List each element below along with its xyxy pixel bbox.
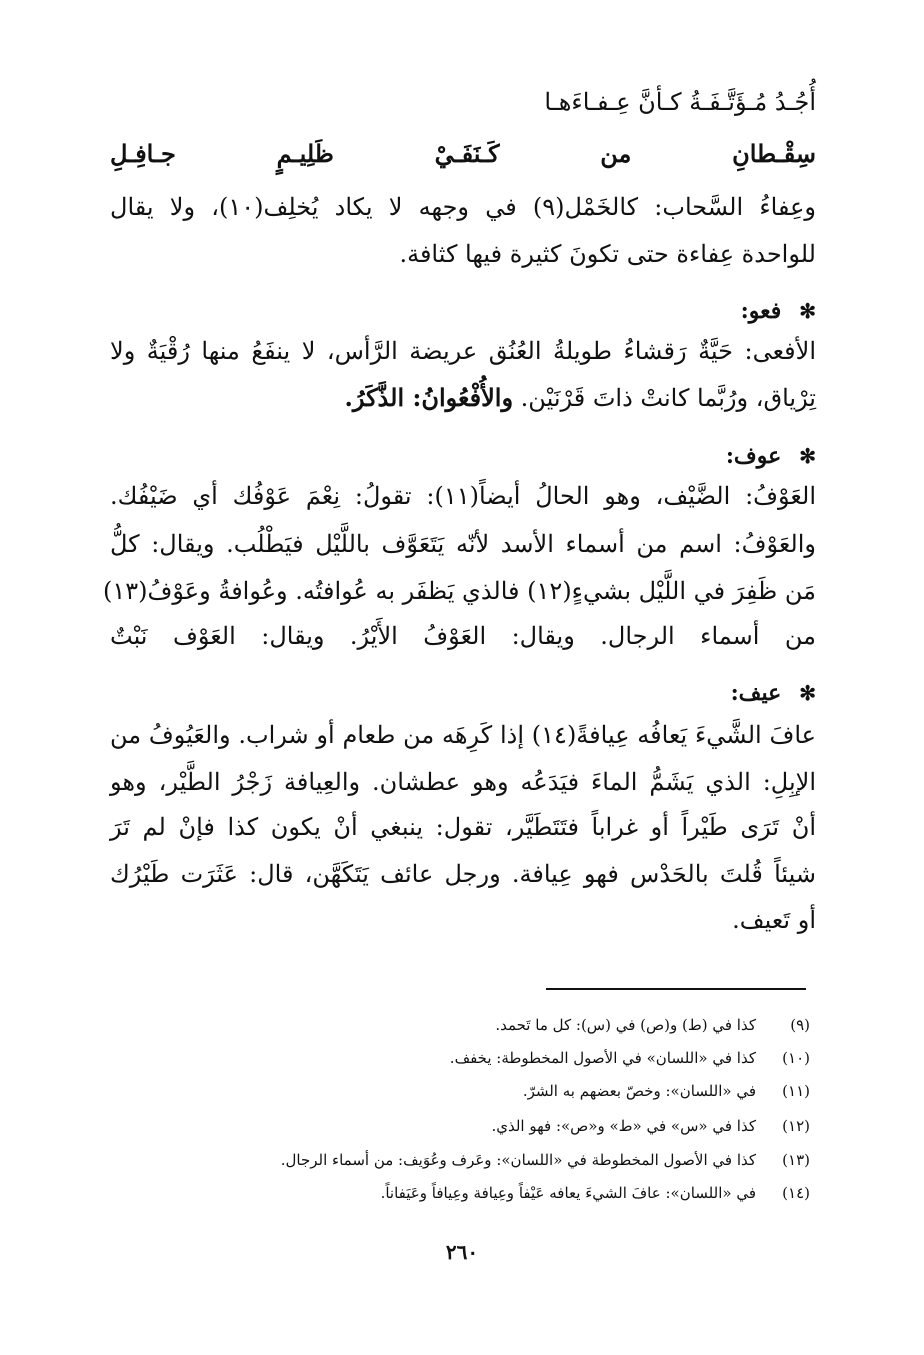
heading-label: عوف: <box>725 443 782 469</box>
page-number: ٢٦٠ <box>445 1240 479 1264</box>
paragraph-line: عافَ الشَّيءَ يَعافُه عِيافةً(١٤) إذا كَرِهَه من طعام أو شراب. والعَيُوفُ من <box>110 721 816 749</box>
footnote <box>281 1151 810 1171</box>
entry-heading-ayf <box>731 680 816 706</box>
heading-label: عيف: <box>730 680 782 706</box>
footnote-text: كذا في (ط) و(ص) في (س): كل ما تَحمد. <box>495 1016 756 1034</box>
paragraph-line: وعِفاءُ السَّحاب: كالخَمْل(٩) في وجهه لا يكاد يُخلِف(١٠)، ولا يقال <box>110 193 816 221</box>
footnote-separator <box>546 988 806 990</box>
paragraph-line: الإبِلِ: الذي يَشَمُّ الماءَ فيَدَعُه وهو عطشان. والعِيافة زَجْرُ الطَّيْر، وهو <box>110 768 816 796</box>
text-run: تِرْياق، ورُبَّما كانتْ ذاتَ قَرْنَيْن. <box>513 384 816 412</box>
footnote <box>450 1049 810 1069</box>
asterisk-icon: ✻ <box>799 681 816 705</box>
paragraph-line: الأفعى: حَيَّةٌ رَقشاءُ طويلةُ العُنُق عريضة الرَّأس، لا ينفَعُ منها رُقْيَةٌ ولا <box>110 337 816 365</box>
footnote <box>491 1117 810 1137</box>
footnote <box>495 1016 810 1036</box>
heading-label: فعو: <box>740 298 782 324</box>
paragraph-line <box>110 384 816 413</box>
paragraph-line: شيئاً قُلتَ بالحَدْس فهو عِيافة. ورجل عائف يَتَكَهَّن، قال: عَثَرَت طَيْرُك <box>110 860 816 888</box>
footnote-text: كذا في الأصول المخطوطة في «اللسان»: وعَرف وعُوَيف: من أسماء الرجال. <box>280 1151 756 1169</box>
verse-line-1: أُجُـدُ مُـؤَتَّـفَـةُ كـأنَّ عِـفـاءَهـا <box>544 88 816 116</box>
paragraph-line: للواحدة عِفاءة حتى تكونَ كثيرة فيها كثافة. <box>399 240 816 268</box>
footnote-number: (١٠) <box>782 1049 810 1067</box>
footnote-text: في «اللسان»: عافَ الشيءَ يعافه عَيْفاً وعِيافة وعِيافاً وعَيَفاناً. <box>380 1184 756 1202</box>
footnote-text: كذا في «س» في «ط» و«ص»: فهو الذي. <box>491 1117 756 1135</box>
footnote-number: (١٤) <box>782 1184 810 1202</box>
footnote-number: (١١) <box>782 1082 810 1100</box>
footnote-number: (١٣) <box>782 1151 810 1169</box>
paragraph-line: العَوْفُ: الضَّيْف، وهو الحالُ أيضاً(١١): تقولُ: نِعْمَ عَوْفُك أي ضَيْفُك. <box>110 482 816 510</box>
entry-heading-awf <box>726 443 816 469</box>
footnote <box>523 1082 810 1102</box>
footnote-text: كذا في «اللسان» في الأصول المخطوطة: يخفف. <box>449 1049 756 1067</box>
asterisk-icon: ✻ <box>799 299 816 323</box>
footnote <box>381 1184 810 1204</box>
paragraph-line: أنْ تَرَى طَيْراً أو غراباً فتَتَطَيَّر، تقول: ينبغي أنْ يكون كذا فإنْ لم تَرَ <box>110 813 816 841</box>
footnote-number: (١٢) <box>782 1117 810 1135</box>
entry-heading-fou <box>741 298 816 324</box>
footnote-number: (٩) <box>790 1016 810 1034</box>
paragraph-line: أو تَعيف. <box>732 906 816 934</box>
paragraph-line: مَن ظَفِرَ في اللَّيْل بشيءٍ(١٢) فالذي يَظفَر به عُوافتُه. وعُوافةُ وعَوْفُ(١٣) <box>102 577 816 605</box>
paragraph-line: من أسماء الرجال. ويقال: العَوْفُ الأَيْرُ. ويقال: العَوْف نَبْتٌ <box>110 622 816 650</box>
footnote-text: في «اللسان»: وخصّ بعضهم به الشرّ. <box>522 1082 756 1100</box>
verse-line-2: سِقْـطانِ من كَـنَفَـيْ ظَلِيـمٍ جـافِـلِ <box>110 139 816 168</box>
paragraph-line: والعَوْفُ: اسم من أسماء الأسد لأنّه يَتَعَوَّف باللَّيْل فيَطْلُب. ويقال: كلُّ <box>110 530 816 558</box>
bold-term: والأُفْعُوانُ: الذَّكَرُ. <box>344 383 514 412</box>
asterisk-icon: ✻ <box>799 444 816 468</box>
